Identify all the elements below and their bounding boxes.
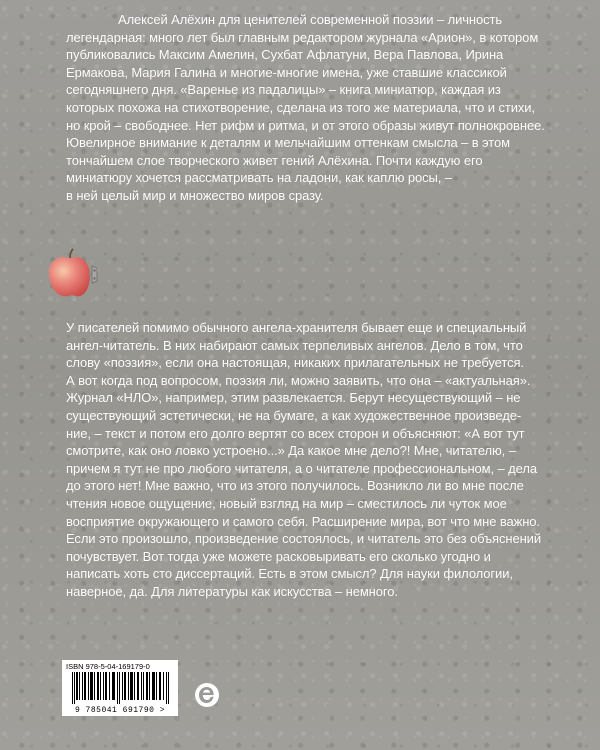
barcode-number: 9 785041 691790 > [74, 706, 166, 715]
text-line: легендарная: много лет был главным редактором журнала «Арион», в котором [66, 29, 539, 45]
barcode [62, 660, 178, 716]
text-line: наверное, да. Для литературы как искусства – немного. [66, 583, 398, 599]
text-line: Ермакова, Мария Галина и многие-многие имена, уже ставшие классикой [66, 64, 507, 80]
text-line: слову «поэзия», если она настоящая, никаких прилагательных не требуется. [66, 355, 524, 371]
text-line: существующий эстетически, не на бумаге, а как художественное произведе- [66, 407, 522, 423]
text-line: А вот когда под вопросом, поэзия ли, можно заявить, что она – «актуальная». [66, 372, 531, 388]
text-line: Если это произошло, произведение состоялось, и читатель это без объяснений [66, 531, 542, 547]
bottom-paragraph [66, 319, 566, 601]
text-line: причем я тут не про любого читателя, а о читателе профессиональном, – дела [66, 460, 537, 476]
text-line: ние, – текст и потом его долго вертят со всех сторон и объясняют: «А вот тут [66, 425, 525, 441]
text-line: Журнал «НЛО», например, этим развлекается. Берут несуществующий – не [66, 390, 521, 406]
publisher-logo-icon [194, 682, 220, 708]
text-line: Ювелирное внимание к деталям и мельчайшим оттенкам смысла – в этом [66, 135, 510, 151]
text-line: публиковались Максим Амелин, Сухбат Афлатуни, Вера Павлова, Ирина [66, 47, 504, 63]
text-line: написать хоть сто диссертаций. Есть в этом смысл? Для науки филологии, [66, 566, 513, 582]
top-paragraph [66, 11, 566, 205]
text-line: У писателей помимо обычного ангела-хранителя бывает еще и специальный [66, 320, 527, 335]
text-line: сегодняшнего дня. «Варенье из падалицы» – книга миниатюр, каждая из [66, 82, 501, 98]
text-line: смотрите, как оно ловко устроено...» Да какое мне дело?! Мне, читателю, – [66, 443, 516, 459]
text-line: тончайшем слое творческого живет гений Алёхина. Почти каждую его [66, 152, 483, 168]
barcode-bars [72, 672, 170, 704]
apple-with-windup-key-image [44, 246, 98, 300]
text-line: в ней целый мир и множество миров сразу. [66, 187, 324, 203]
text-line: почувствует. Вот тогда уже можете расковыривать его сколько угодно и [66, 548, 491, 564]
text-line: но крой – свободнее. Нет рифм и ритма, и от этого образы живут полнокровнее. [66, 117, 545, 133]
text-line: чтения новое ощущение, новый взгляд на мир – сместилось ли чуток мое [66, 495, 507, 511]
text-line: ангел-читатель. В них набирают самых терпеливых ангелов. Дело в том, что [66, 337, 523, 353]
text-line: которых похожа на стихотворение, сделана из того же материала, что и стихи, [66, 99, 535, 115]
text-line: миниатюру хочется рассматривать на ладони, как каплю росы, – [66, 170, 452, 186]
isbn-text: ISBN 978-5-04-169179-0 [66, 662, 150, 671]
text-line: Алексей Алёхин для ценителей современной поэзии – личность [118, 12, 503, 27]
text-line: восприятие окружающего и самого себя. Расширение мира, вот что мне важно. [66, 513, 540, 529]
text-line: до этого нет! Мне важно, что из этого получилось. Возникло ли во мне после [66, 478, 524, 494]
